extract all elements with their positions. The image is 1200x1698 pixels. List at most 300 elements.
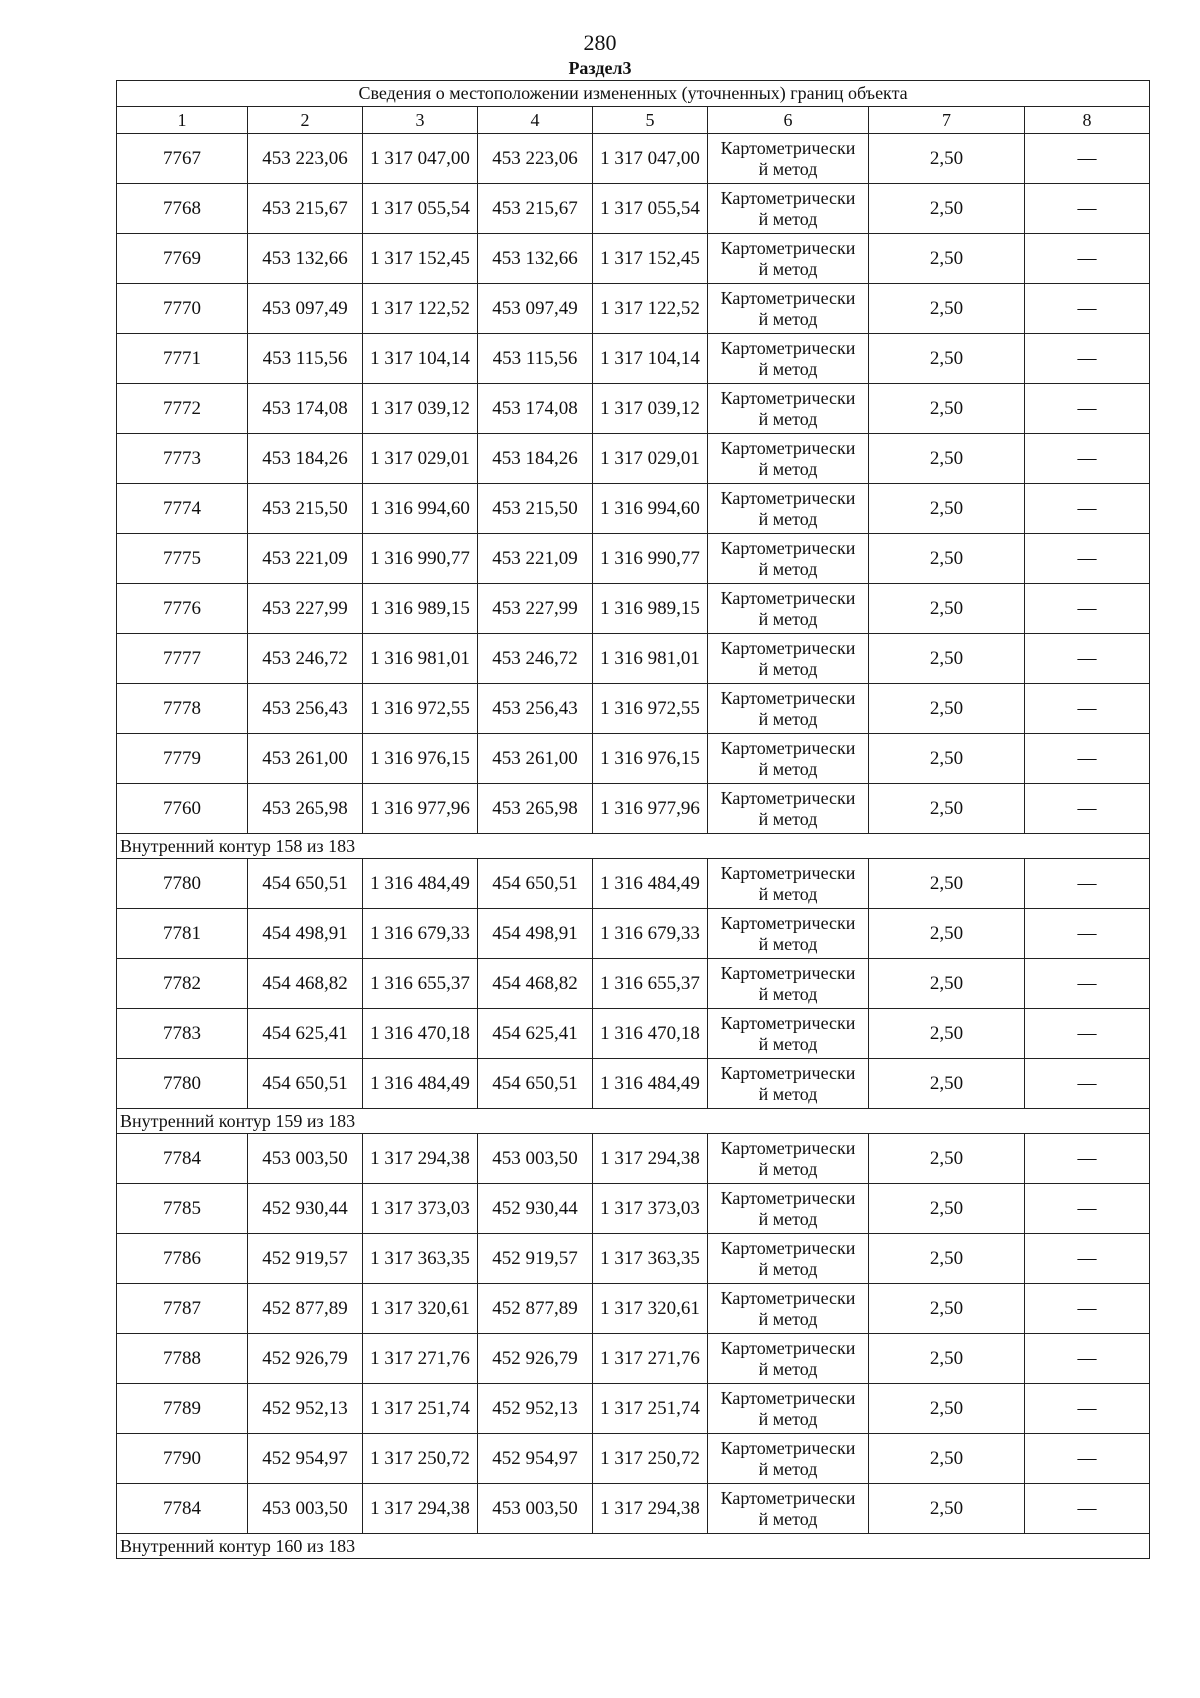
accuracy-cell: 2,50 (869, 1009, 1025, 1059)
y-new-cell: 1 317 055,54 (593, 184, 708, 234)
x-new-cell: 452 877,89 (478, 1284, 593, 1334)
description-cell: — (1025, 384, 1150, 434)
x-existing-cell: 454 468,82 (248, 959, 363, 1009)
accuracy-cell: 2,50 (869, 859, 1025, 909)
y-existing-cell: 1 317 271,76 (363, 1334, 478, 1384)
accuracy-cell: 2,50 (869, 1484, 1025, 1534)
description-cell: — (1025, 634, 1150, 684)
column-header-row (117, 107, 1150, 134)
accuracy-cell: 2,50 (869, 1284, 1025, 1334)
method-text-line1: Картометрически (720, 187, 856, 208)
y-new-cell: 1 317 294,38 (593, 1484, 708, 1534)
method-text-line1: Картометрически (720, 787, 856, 808)
contour-label: Внутренний контур 159 из 183 (117, 1109, 1150, 1134)
method-text-line1: Картометрически (720, 687, 856, 708)
y-new-cell: 1 316 484,49 (593, 1059, 708, 1109)
description-cell: — (1025, 434, 1150, 484)
y-existing-cell: 1 317 294,38 (363, 1484, 478, 1534)
table-row (117, 1434, 1150, 1484)
x-existing-cell: 452 954,97 (248, 1434, 363, 1484)
method-text-line2: й метод (758, 1508, 818, 1529)
x-new-cell: 452 954,97 (478, 1434, 593, 1484)
accuracy-cell: 2,50 (869, 1134, 1025, 1184)
point-number-cell: 7767 (117, 134, 248, 184)
method-cell (708, 634, 869, 684)
method-text-line1: Картометрически (720, 337, 856, 358)
table-row (117, 1059, 1150, 1109)
method-text-line1: Картометрически (720, 737, 856, 758)
y-new-cell: 1 317 104,14 (593, 334, 708, 384)
accuracy-cell: 2,50 (869, 134, 1025, 184)
accuracy-cell: 2,50 (869, 284, 1025, 334)
y-new-cell: 1 317 152,45 (593, 234, 708, 284)
method-text-line1: Картометрически (720, 1237, 856, 1258)
point-number-cell: 7771 (117, 334, 248, 384)
x-new-cell: 452 930,44 (478, 1184, 593, 1234)
table-row (117, 534, 1150, 584)
x-new-cell: 453 261,00 (478, 734, 593, 784)
table-row (117, 1384, 1150, 1434)
accuracy-cell: 2,50 (869, 484, 1025, 534)
contour-row (117, 1109, 1150, 1134)
method-text-line1: Картометрически (720, 1062, 856, 1083)
table-caption: Сведения о местоположении измененных (уточненных) границ объекта (117, 81, 1150, 107)
table-row (117, 184, 1150, 234)
method-cell (708, 1009, 869, 1059)
description-cell: — (1025, 859, 1150, 909)
description-cell: — (1025, 1384, 1150, 1434)
table-row (117, 684, 1150, 734)
y-new-cell: 1 317 363,35 (593, 1234, 708, 1284)
method-cell (708, 734, 869, 784)
x-new-cell: 453 184,26 (478, 434, 593, 484)
x-new-cell: 454 650,51 (478, 859, 593, 909)
description-cell: — (1025, 1184, 1150, 1234)
method-cell (708, 909, 869, 959)
method-text-line2: й метод (758, 258, 818, 279)
x-existing-cell: 454 498,91 (248, 909, 363, 959)
table-row (117, 1284, 1150, 1334)
y-new-cell: 1 317 320,61 (593, 1284, 708, 1334)
y-new-cell: 1 316 470,18 (593, 1009, 708, 1059)
column-header: 2 (248, 107, 363, 134)
x-existing-cell: 454 650,51 (248, 859, 363, 909)
contour-label: Внутренний контур 158 из 183 (117, 834, 1150, 859)
y-new-cell: 1 316 990,77 (593, 534, 708, 584)
y-new-cell: 1 316 989,15 (593, 584, 708, 634)
accuracy-cell: 2,50 (869, 1184, 1025, 1234)
x-existing-cell: 452 919,57 (248, 1234, 363, 1284)
x-new-cell: 453 115,56 (478, 334, 593, 384)
description-cell: — (1025, 1484, 1150, 1534)
accuracy-cell: 2,50 (869, 1234, 1025, 1284)
y-existing-cell: 1 317 029,01 (363, 434, 478, 484)
description-cell: — (1025, 184, 1150, 234)
column-header: 1 (117, 107, 248, 134)
method-text-line2: й метод (758, 1458, 818, 1479)
method-text-line1: Картометрически (720, 862, 856, 883)
method-text-line1: Картометрически (720, 237, 856, 258)
accuracy-cell: 2,50 (869, 1334, 1025, 1384)
method-text-line2: й метод (758, 1083, 818, 1104)
point-number-cell: 7784 (117, 1134, 248, 1184)
point-number-cell: 7777 (117, 634, 248, 684)
description-cell: — (1025, 959, 1150, 1009)
x-new-cell: 453 003,50 (478, 1484, 593, 1534)
accuracy-cell: 2,50 (869, 184, 1025, 234)
point-number-cell: 7760 (117, 784, 248, 834)
method-cell (708, 284, 869, 334)
y-existing-cell: 1 317 363,35 (363, 1234, 478, 1284)
x-new-cell: 453 003,50 (478, 1134, 593, 1184)
y-existing-cell: 1 317 039,12 (363, 384, 478, 434)
method-cell (708, 484, 869, 534)
point-number-cell: 7780 (117, 859, 248, 909)
method-text-line2: й метод (758, 508, 818, 529)
accuracy-cell: 2,50 (869, 909, 1025, 959)
y-new-cell: 1 317 250,72 (593, 1434, 708, 1484)
section-title: Раздел3 (568, 58, 632, 78)
description-cell: — (1025, 784, 1150, 834)
table-row (117, 1334, 1150, 1384)
y-new-cell: 1 316 655,37 (593, 959, 708, 1009)
method-cell (708, 1184, 869, 1234)
description-cell: — (1025, 484, 1150, 534)
method-text-line2: й метод (758, 708, 818, 729)
method-cell (708, 434, 869, 484)
contour-row (117, 834, 1150, 859)
x-existing-cell: 453 115,56 (248, 334, 363, 384)
x-new-cell: 453 215,50 (478, 484, 593, 534)
method-text-line1: Картометрически (720, 537, 856, 558)
boundary-coordinates-table (116, 80, 1150, 1559)
description-cell: — (1025, 334, 1150, 384)
method-text-line2: й метод (758, 658, 818, 679)
point-number-cell: 7775 (117, 534, 248, 584)
method-cell (708, 234, 869, 284)
method-text-line2: й метод (758, 808, 818, 829)
method-text-line2: й метод (758, 308, 818, 329)
table-row (117, 334, 1150, 384)
column-header: 7 (869, 107, 1025, 134)
method-text-line1: Картометрически (720, 1187, 856, 1208)
point-number-cell: 7783 (117, 1009, 248, 1059)
y-existing-cell: 1 316 484,49 (363, 859, 478, 909)
method-text-line2: й метод (758, 1308, 818, 1329)
method-text-line1: Картометрически (720, 1387, 856, 1408)
method-text-line1: Картометрически (720, 387, 856, 408)
point-number-cell: 7782 (117, 959, 248, 1009)
contour-row (117, 1534, 1150, 1559)
column-header: 6 (708, 107, 869, 134)
method-text-line2: й метод (758, 1158, 818, 1179)
x-existing-cell: 454 650,51 (248, 1059, 363, 1109)
description-cell: — (1025, 1334, 1150, 1384)
accuracy-cell: 2,50 (869, 1384, 1025, 1434)
y-new-cell: 1 317 373,03 (593, 1184, 708, 1234)
x-new-cell: 454 498,91 (478, 909, 593, 959)
table-row (117, 584, 1150, 634)
method-text-line1: Картометрически (720, 1012, 856, 1033)
point-number-cell: 7774 (117, 484, 248, 534)
y-existing-cell: 1 317 152,45 (363, 234, 478, 284)
method-text-line1: Картометрически (720, 912, 856, 933)
table-row (117, 634, 1150, 684)
x-existing-cell: 452 952,13 (248, 1384, 363, 1434)
x-new-cell: 454 650,51 (478, 1059, 593, 1109)
description-cell: — (1025, 1134, 1150, 1184)
accuracy-cell: 2,50 (869, 1434, 1025, 1484)
x-existing-cell: 452 926,79 (248, 1334, 363, 1384)
y-existing-cell: 1 316 989,15 (363, 584, 478, 634)
y-existing-cell: 1 317 250,72 (363, 1434, 478, 1484)
point-number-cell: 7769 (117, 234, 248, 284)
method-text-line1: Картометрически (720, 1137, 856, 1158)
column-header: 4 (478, 107, 593, 134)
x-new-cell: 453 132,66 (478, 234, 593, 284)
table-row (117, 784, 1150, 834)
description-cell: — (1025, 1234, 1150, 1284)
point-number-cell: 7787 (117, 1284, 248, 1334)
table-row (117, 859, 1150, 909)
method-cell (708, 1059, 869, 1109)
point-number-cell: 7776 (117, 584, 248, 634)
method-text-line2: й метод (758, 608, 818, 629)
table-row (117, 134, 1150, 184)
table-row (117, 384, 1150, 434)
method-text-line1: Картометрически (720, 637, 856, 658)
method-cell (708, 1234, 869, 1284)
point-number-cell: 7770 (117, 284, 248, 334)
method-text-line2: й метод (758, 983, 818, 1004)
y-existing-cell: 1 316 679,33 (363, 909, 478, 959)
x-existing-cell: 454 625,41 (248, 1009, 363, 1059)
y-existing-cell: 1 317 373,03 (363, 1184, 478, 1234)
method-cell (708, 384, 869, 434)
method-text-line2: й метод (758, 408, 818, 429)
description-cell: — (1025, 1059, 1150, 1109)
method-text-line1: Картометрически (720, 487, 856, 508)
accuracy-cell: 2,50 (869, 234, 1025, 284)
point-number-cell: 7773 (117, 434, 248, 484)
description-cell: — (1025, 284, 1150, 334)
method-text-line2: й метод (758, 558, 818, 579)
table-body (117, 134, 1150, 1559)
method-text-line1: Картометрически (720, 1437, 856, 1458)
description-cell: — (1025, 1284, 1150, 1334)
table-row (117, 1009, 1150, 1059)
column-header: 5 (593, 107, 708, 134)
y-new-cell: 1 317 122,52 (593, 284, 708, 334)
x-existing-cell: 452 877,89 (248, 1284, 363, 1334)
method-text-line2: й метод (758, 1358, 818, 1379)
x-existing-cell: 453 246,72 (248, 634, 363, 684)
x-existing-cell: 453 215,67 (248, 184, 363, 234)
y-new-cell: 1 317 251,74 (593, 1384, 708, 1434)
table-row (117, 484, 1150, 534)
method-cell (708, 959, 869, 1009)
accuracy-cell: 2,50 (869, 684, 1025, 734)
point-number-cell: 7779 (117, 734, 248, 784)
x-existing-cell: 453 261,00 (248, 734, 363, 784)
x-new-cell: 454 625,41 (478, 1009, 593, 1059)
method-text-line1: Картометрически (720, 1337, 856, 1358)
method-cell (708, 1434, 869, 1484)
method-text-line2: й метод (758, 208, 818, 229)
table-row (117, 959, 1150, 1009)
accuracy-cell: 2,50 (869, 584, 1025, 634)
y-existing-cell: 1 316 470,18 (363, 1009, 478, 1059)
description-cell: — (1025, 1009, 1150, 1059)
point-number-cell: 7784 (117, 1484, 248, 1534)
point-number-cell: 7785 (117, 1184, 248, 1234)
column-header: 3 (363, 107, 478, 134)
y-existing-cell: 1 317 047,00 (363, 134, 478, 184)
x-existing-cell: 453 256,43 (248, 684, 363, 734)
method-text-line1: Картометрически (720, 587, 856, 608)
table-caption-row (117, 81, 1150, 107)
column-header: 8 (1025, 107, 1150, 134)
description-cell: — (1025, 134, 1150, 184)
method-cell (708, 1134, 869, 1184)
y-existing-cell: 1 317 104,14 (363, 334, 478, 384)
description-cell: — (1025, 584, 1150, 634)
method-text-line2: й метод (758, 358, 818, 379)
y-existing-cell: 1 317 251,74 (363, 1384, 478, 1434)
method-cell (708, 1284, 869, 1334)
x-new-cell: 454 468,82 (478, 959, 593, 1009)
method-text-line2: й метод (758, 1033, 818, 1054)
x-existing-cell: 453 174,08 (248, 384, 363, 434)
x-existing-cell: 453 227,99 (248, 584, 363, 634)
method-cell (708, 784, 869, 834)
method-text-line2: й метод (758, 758, 818, 779)
y-existing-cell: 1 317 294,38 (363, 1134, 478, 1184)
y-new-cell: 1 317 039,12 (593, 384, 708, 434)
x-existing-cell: 453 265,98 (248, 784, 363, 834)
point-number-cell: 7772 (117, 384, 248, 434)
y-new-cell: 1 317 271,76 (593, 1334, 708, 1384)
method-text-line2: й метод (758, 458, 818, 479)
x-new-cell: 453 223,06 (478, 134, 593, 184)
table-row (117, 909, 1150, 959)
y-new-cell: 1 316 976,15 (593, 734, 708, 784)
method-cell (708, 1334, 869, 1384)
x-existing-cell: 453 215,50 (248, 484, 363, 534)
table-row (117, 1484, 1150, 1534)
y-new-cell: 1 316 981,01 (593, 634, 708, 684)
y-existing-cell: 1 316 981,01 (363, 634, 478, 684)
point-number-cell: 7789 (117, 1384, 248, 1434)
x-new-cell: 453 221,09 (478, 534, 593, 584)
accuracy-cell: 2,50 (869, 784, 1025, 834)
table-row (117, 734, 1150, 784)
accuracy-cell: 2,50 (869, 434, 1025, 484)
point-number-cell: 7790 (117, 1434, 248, 1484)
y-new-cell: 1 317 047,00 (593, 134, 708, 184)
x-existing-cell: 453 223,06 (248, 134, 363, 184)
method-text-line2: й метод (758, 1208, 818, 1229)
table-row (117, 1184, 1150, 1234)
x-new-cell: 453 215,67 (478, 184, 593, 234)
method-cell (708, 1484, 869, 1534)
x-new-cell: 452 952,13 (478, 1384, 593, 1434)
accuracy-cell: 2,50 (869, 1059, 1025, 1109)
method-text-line2: й метод (758, 1408, 818, 1429)
table-row (117, 284, 1150, 334)
description-cell: — (1025, 909, 1150, 959)
y-existing-cell: 1 317 055,54 (363, 184, 478, 234)
y-existing-cell: 1 317 320,61 (363, 1284, 478, 1334)
method-cell (708, 684, 869, 734)
description-cell: — (1025, 684, 1150, 734)
y-existing-cell: 1 316 990,77 (363, 534, 478, 584)
x-new-cell: 453 265,98 (478, 784, 593, 834)
y-existing-cell: 1 316 976,15 (363, 734, 478, 784)
y-new-cell: 1 317 029,01 (593, 434, 708, 484)
description-cell: — (1025, 234, 1150, 284)
y-existing-cell: 1 316 977,96 (363, 784, 478, 834)
point-number-cell: 7780 (117, 1059, 248, 1109)
description-cell: — (1025, 1434, 1150, 1484)
x-existing-cell: 453 221,09 (248, 534, 363, 584)
x-new-cell: 453 097,49 (478, 284, 593, 334)
x-existing-cell: 453 184,26 (248, 434, 363, 484)
accuracy-cell: 2,50 (869, 334, 1025, 384)
table-row (117, 234, 1150, 284)
y-new-cell: 1 316 679,33 (593, 909, 708, 959)
x-new-cell: 453 256,43 (478, 684, 593, 734)
method-cell (708, 859, 869, 909)
y-existing-cell: 1 316 994,60 (363, 484, 478, 534)
x-existing-cell: 453 003,50 (248, 1484, 363, 1534)
x-existing-cell: 453 003,50 (248, 1134, 363, 1184)
x-new-cell: 453 246,72 (478, 634, 593, 684)
contour-label: Внутренний контур 160 из 183 (117, 1534, 1150, 1559)
method-cell (708, 134, 869, 184)
y-new-cell: 1 316 972,55 (593, 684, 708, 734)
y-new-cell: 1 317 294,38 (593, 1134, 708, 1184)
accuracy-cell: 2,50 (869, 734, 1025, 784)
x-existing-cell: 452 930,44 (248, 1184, 363, 1234)
x-existing-cell: 453 132,66 (248, 234, 363, 284)
table-row (117, 1234, 1150, 1284)
method-text-line1: Картометрически (720, 137, 856, 158)
page-number: 280 (583, 30, 617, 55)
method-text-line2: й метод (758, 883, 818, 904)
x-new-cell: 452 926,79 (478, 1334, 593, 1384)
y-new-cell: 1 316 484,49 (593, 859, 708, 909)
y-new-cell: 1 316 977,96 (593, 784, 708, 834)
description-cell: — (1025, 534, 1150, 584)
accuracy-cell: 2,50 (869, 634, 1025, 684)
method-cell (708, 534, 869, 584)
y-existing-cell: 1 316 972,55 (363, 684, 478, 734)
x-existing-cell: 453 097,49 (248, 284, 363, 334)
method-text-line1: Картометрически (720, 1487, 856, 1508)
method-cell (708, 184, 869, 234)
method-text-line2: й метод (758, 933, 818, 954)
x-new-cell: 453 227,99 (478, 584, 593, 634)
method-text-line2: й метод (758, 158, 818, 179)
point-number-cell: 7788 (117, 1334, 248, 1384)
y-new-cell: 1 316 994,60 (593, 484, 708, 534)
point-number-cell: 7778 (117, 684, 248, 734)
point-number-cell: 7786 (117, 1234, 248, 1284)
accuracy-cell: 2,50 (869, 534, 1025, 584)
description-cell: — (1025, 734, 1150, 784)
y-existing-cell: 1 316 484,49 (363, 1059, 478, 1109)
